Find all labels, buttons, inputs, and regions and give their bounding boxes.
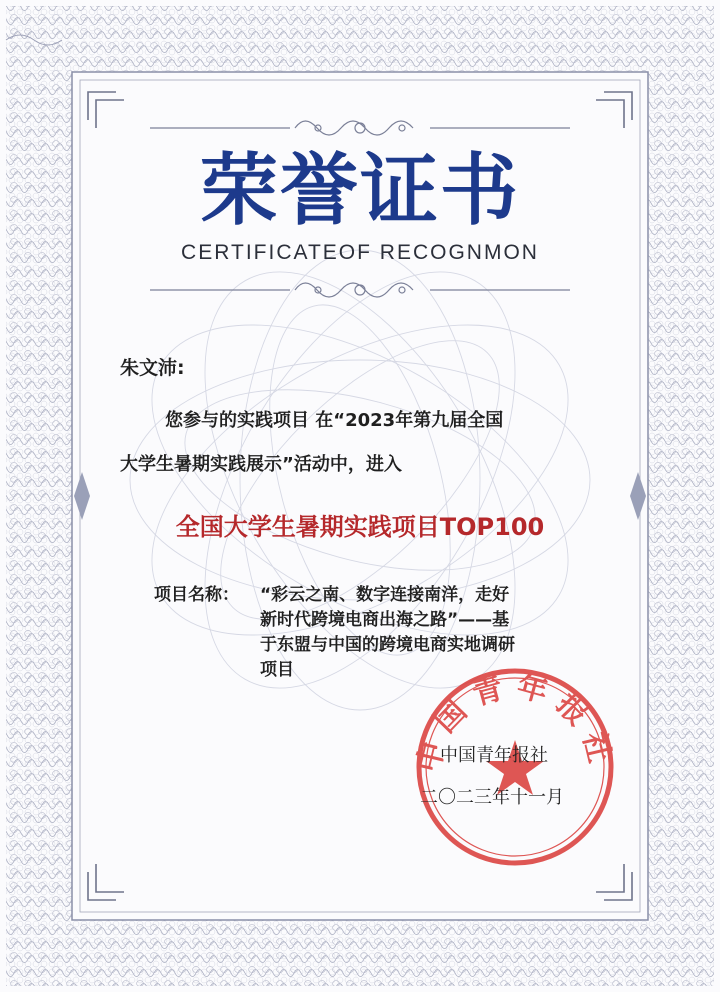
- certificate-subtitle: CERTIFICATEOF RECOGNMON: [181, 241, 539, 264]
- recipient-name: 朱文沛:: [120, 357, 185, 379]
- certificate-title: 荣誉证书: [199, 146, 520, 236]
- award-highlight: 全国大学生暑期实践项目TOP100: [175, 513, 545, 541]
- issuer-name: 中国青年报社: [440, 745, 548, 766]
- seal-text: 中国青年报社: [411, 668, 619, 776]
- issue-date: 二〇二三年十一月: [420, 787, 564, 808]
- project-name-line: 项目: [260, 660, 294, 680]
- project-label: 项目名称：: [154, 585, 239, 605]
- project-name-line: 新时代跨境电商出海之路”——基: [260, 610, 510, 630]
- project-name-line: “彩云之南、数字连接南洋，走好: [260, 585, 510, 605]
- body-text-line-2: 大学生暑期实践展示”活动中，进入: [120, 454, 402, 475]
- body-text-line-1: 您参与的实践项目 在“2023年第九届全国: [165, 410, 504, 431]
- project-name-line: 于东盟与中国的跨境电商实地调研: [260, 635, 515, 655]
